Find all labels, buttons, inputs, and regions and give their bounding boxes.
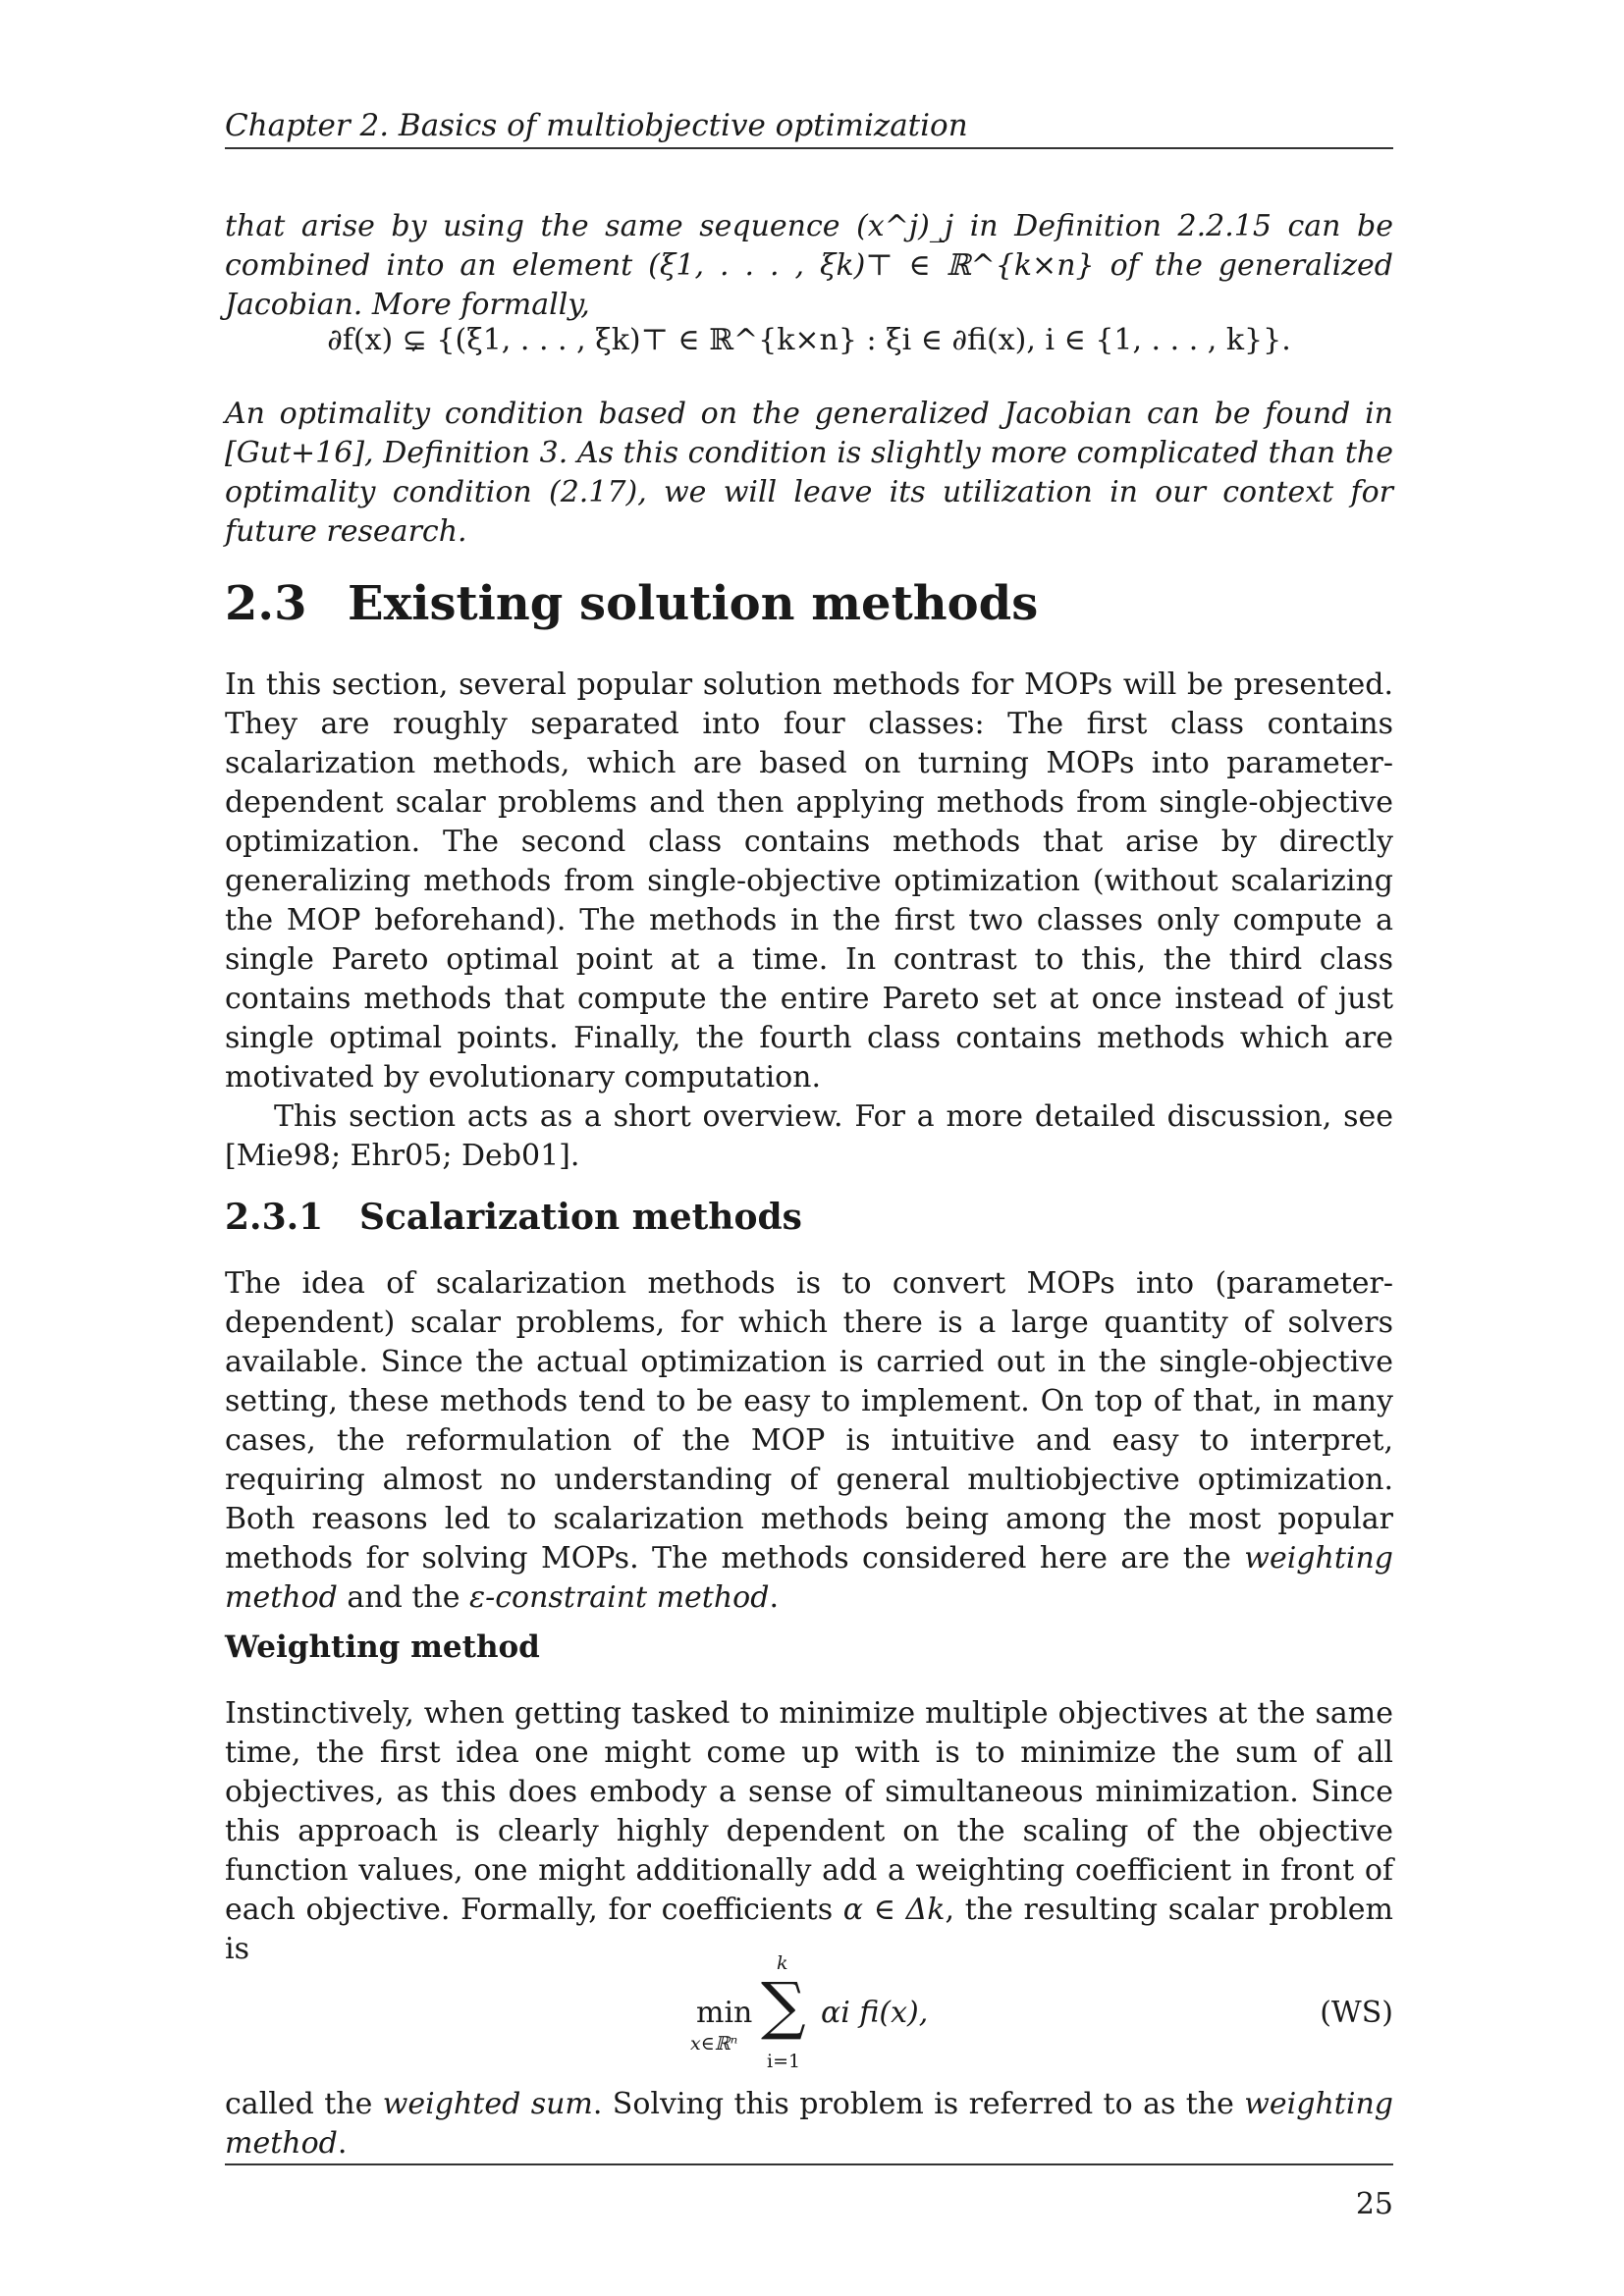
section-title: Existing solution methods <box>348 576 1039 631</box>
subsection-heading <box>225 1196 802 1239</box>
section-paragraph-1: In this section, several popular solution methods for MOPs will be presented. They are roughly separated into four classes: The first class contains scalarization methods, which are based on turning MOPs into parameter-dependent scalar problems and then applying methods from single-objective optimization. The second class contains methods that arise by directly generalizing methods from single-objective optimization (without scalarizing the MOP beforehand). The methods in the first two classes only compute a single Pareto optimal point at a time. In contrast to this, the third class contains methods that compute the entire Pareto set at once instead of just single optimal points. Finally, the fourth class contains methods which are motivated by evolutionary computation. <box>225 667 1393 1095</box>
intro-line-2-suffix: of the generalized Jacobian. More formally, <box>225 248 1394 322</box>
eq-sum-symbol: ∑ <box>761 1970 806 2043</box>
intro-line-1 <box>225 207 1393 325</box>
page-number: 25 <box>1355 2187 1393 2221</box>
eq-sum-upper-limit: k <box>777 1952 788 1974</box>
subsection-number: 2.3.1 <box>225 1197 324 1238</box>
intro-line-2-prefix: into an element <box>386 248 649 283</box>
section-heading <box>225 574 1038 633</box>
weighting-body <box>225 1694 1393 1969</box>
connector-and: and the <box>337 1580 469 1615</box>
subsection-paragraph-main: The idea of scalarization methods is to convert MOPs into (parameter-dependent) scalar problems, for which there is a large quantity of solvers available. Since the actual optimization is carried out in the single-objective setting, these methods tend to be easy to implement. On top of that, in many cases, the reformulation of the MOP is intuitive and easy to interpret, requiring almost no understanding of general multiobjective optimization. Both reasons led to scalarization methods being among the most popular methods for solving MOPs. The methods considered here are the <box>225 1266 1393 1575</box>
intro-line-1-prefix: that arise by using the same sequence <box>225 209 857 243</box>
closing-line <box>225 2085 1393 2163</box>
weighting-heading: Weighting method <box>225 1629 540 1665</box>
section-number: 2.3 <box>225 576 307 631</box>
footer-rule <box>225 2163 1393 2165</box>
period: . <box>769 1580 779 1615</box>
eq-min: min <box>696 1996 753 2030</box>
subsection-body <box>225 1264 1393 1618</box>
weighting-paragraph-math: α ∈ Δk <box>842 1893 946 1927</box>
section-body <box>225 666 1393 1176</box>
intro-line-1-math: (x^j)_j <box>856 209 954 243</box>
term-weighting-method-2: weighting method <box>225 2087 1393 2161</box>
closing-middle: . Solving this problem is referred to as the <box>592 2087 1245 2121</box>
eq-min-subscript: x∈ℝⁿ <box>690 2033 738 2055</box>
header-rule <box>225 147 1393 149</box>
term-eps-constraint: ε-constraint method <box>469 1580 770 1615</box>
intro-block <box>225 207 1393 325</box>
term-weighted-sum: weighted sum <box>382 2087 593 2121</box>
eq-sum-lower-limit: i=1 <box>767 2051 801 2072</box>
term-weighting-method: weighting method <box>225 1541 1393 1615</box>
weighting-paragraph-end: , the resulting scalar problem is <box>225 1893 1394 1966</box>
optimality-note-block <box>225 395 1393 552</box>
optimality-note: An optimality condition based on the generalized Jacobian can be found in [Gut+16], Definition 3. As this condition is slightly more complicated than the optimality condition (2.17), we will leave its utilization in our context for future research. <box>225 397 1393 549</box>
weighting-paragraph-text: Instinctively, when getting tasked to minimize multiple objectives at the same time, the first idea one might come up with is to minimize the sum of all objectives, as this does embody a sense of simultaneous minimization. Since this approach is clearly highly dependent on the scaling of the objective function values, one might additionally add a weighting coefficient in front of each objective. Formally, for coefficients <box>225 1696 1393 1927</box>
section-paragraph-2: This section acts as a short overview. For a more detailed discussion, see [Mie98; Ehr05; Deb01]. <box>225 1099 1393 1173</box>
running-head: Chapter 2. Basics of multiobjective optimization <box>225 108 968 143</box>
eq-summand: αi fi(x), <box>821 1996 929 2030</box>
subsection-paragraph <box>225 1264 1393 1618</box>
closing-block <box>225 2085 1393 2163</box>
weighting-paragraph <box>225 1694 1393 1969</box>
equation-ws <box>225 1952 1393 2076</box>
equation-label: (WS) <box>1320 1996 1393 2030</box>
subsection-title: Scalarization methods <box>359 1197 802 1238</box>
document-page <box>225 0 1393 2296</box>
equation-ws-body <box>690 1952 951 2076</box>
intro-line-2-math: (ξ1, . . . , ξk)⊤ ∈ ℝ^{k×n} <box>648 248 1095 283</box>
display-formula: ∂f(x) ⊊ {(ξ1, . . . , ξk)⊤ ∈ ℝ^{k×n} : ξi ∈ ∂fi(x), i ∈ {1, . . . , k}}. <box>327 323 1291 357</box>
closing-end: . <box>337 2126 348 2161</box>
intro-line-1-suffix: in Definition 2.2.15 can be combined <box>225 209 1393 283</box>
closing-prefix: called the <box>225 2087 383 2121</box>
